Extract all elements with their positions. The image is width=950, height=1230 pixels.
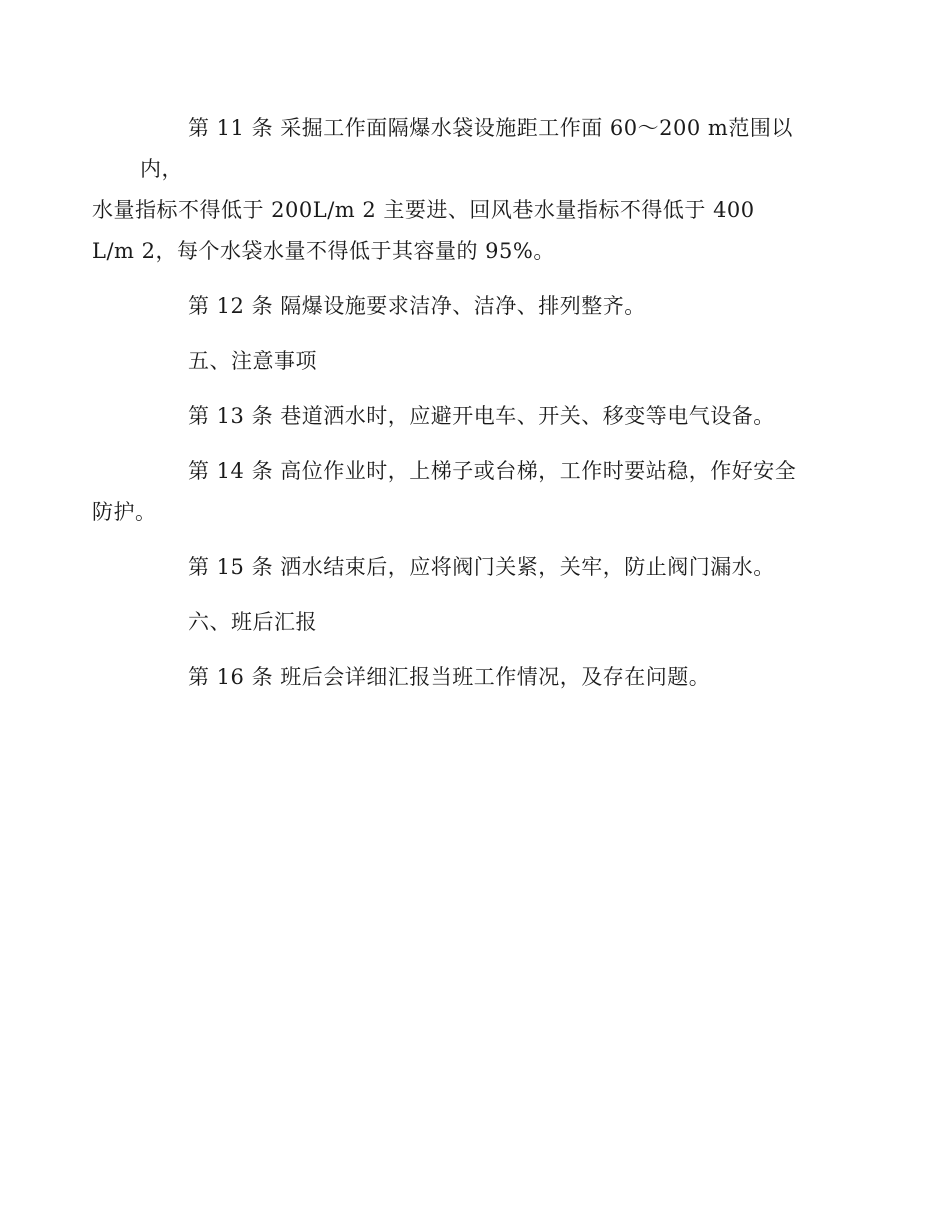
document-body — [92, 108, 805, 712]
paragraph-line: 第 14 条 高位作业时，上梯子或台梯，工作时要站稳，作好安全 — [188, 459, 797, 483]
clause-15 — [140, 547, 805, 588]
paragraph-line: L/m 2，每个水袋水量不得低于其容量的 95%。 — [92, 239, 555, 263]
paragraph-line: 第 16 条 班后会详细汇报当班工作情况，及存在问题。 — [188, 665, 711, 689]
clause-12 — [140, 286, 805, 327]
clause-14 — [92, 451, 805, 533]
clause-13 — [140, 396, 805, 437]
paragraph-line: 第 11 条 采掘工作面隔爆水袋设施距工作面 60～200 m范围以内， — [140, 116, 793, 181]
paragraph-line: 第 12 条 隔爆设施要求洁净、洁净、排列整齐。 — [188, 294, 646, 318]
paragraph-line: 第 13 条 巷道洒水时，应避开电车、开关、移变等电气设备。 — [188, 404, 775, 428]
clause-16 — [140, 657, 805, 698]
heading-text: 六、班后汇报 — [188, 610, 317, 634]
heading-text: 五、注意事项 — [188, 349, 317, 373]
section-heading-precautions — [140, 341, 805, 382]
section-heading-post-shift-report — [140, 602, 805, 643]
clause-11 — [92, 108, 805, 272]
paragraph-line: 防护。 — [92, 500, 157, 524]
paragraph-line: 第 15 条 洒水结束后，应将阀门关紧，关牢，防止阀门漏水。 — [188, 555, 775, 579]
paragraph-line: 水量指标不得低于 200L/m 2 主要进、回风巷水量指标不得低于 400 — [92, 198, 755, 222]
